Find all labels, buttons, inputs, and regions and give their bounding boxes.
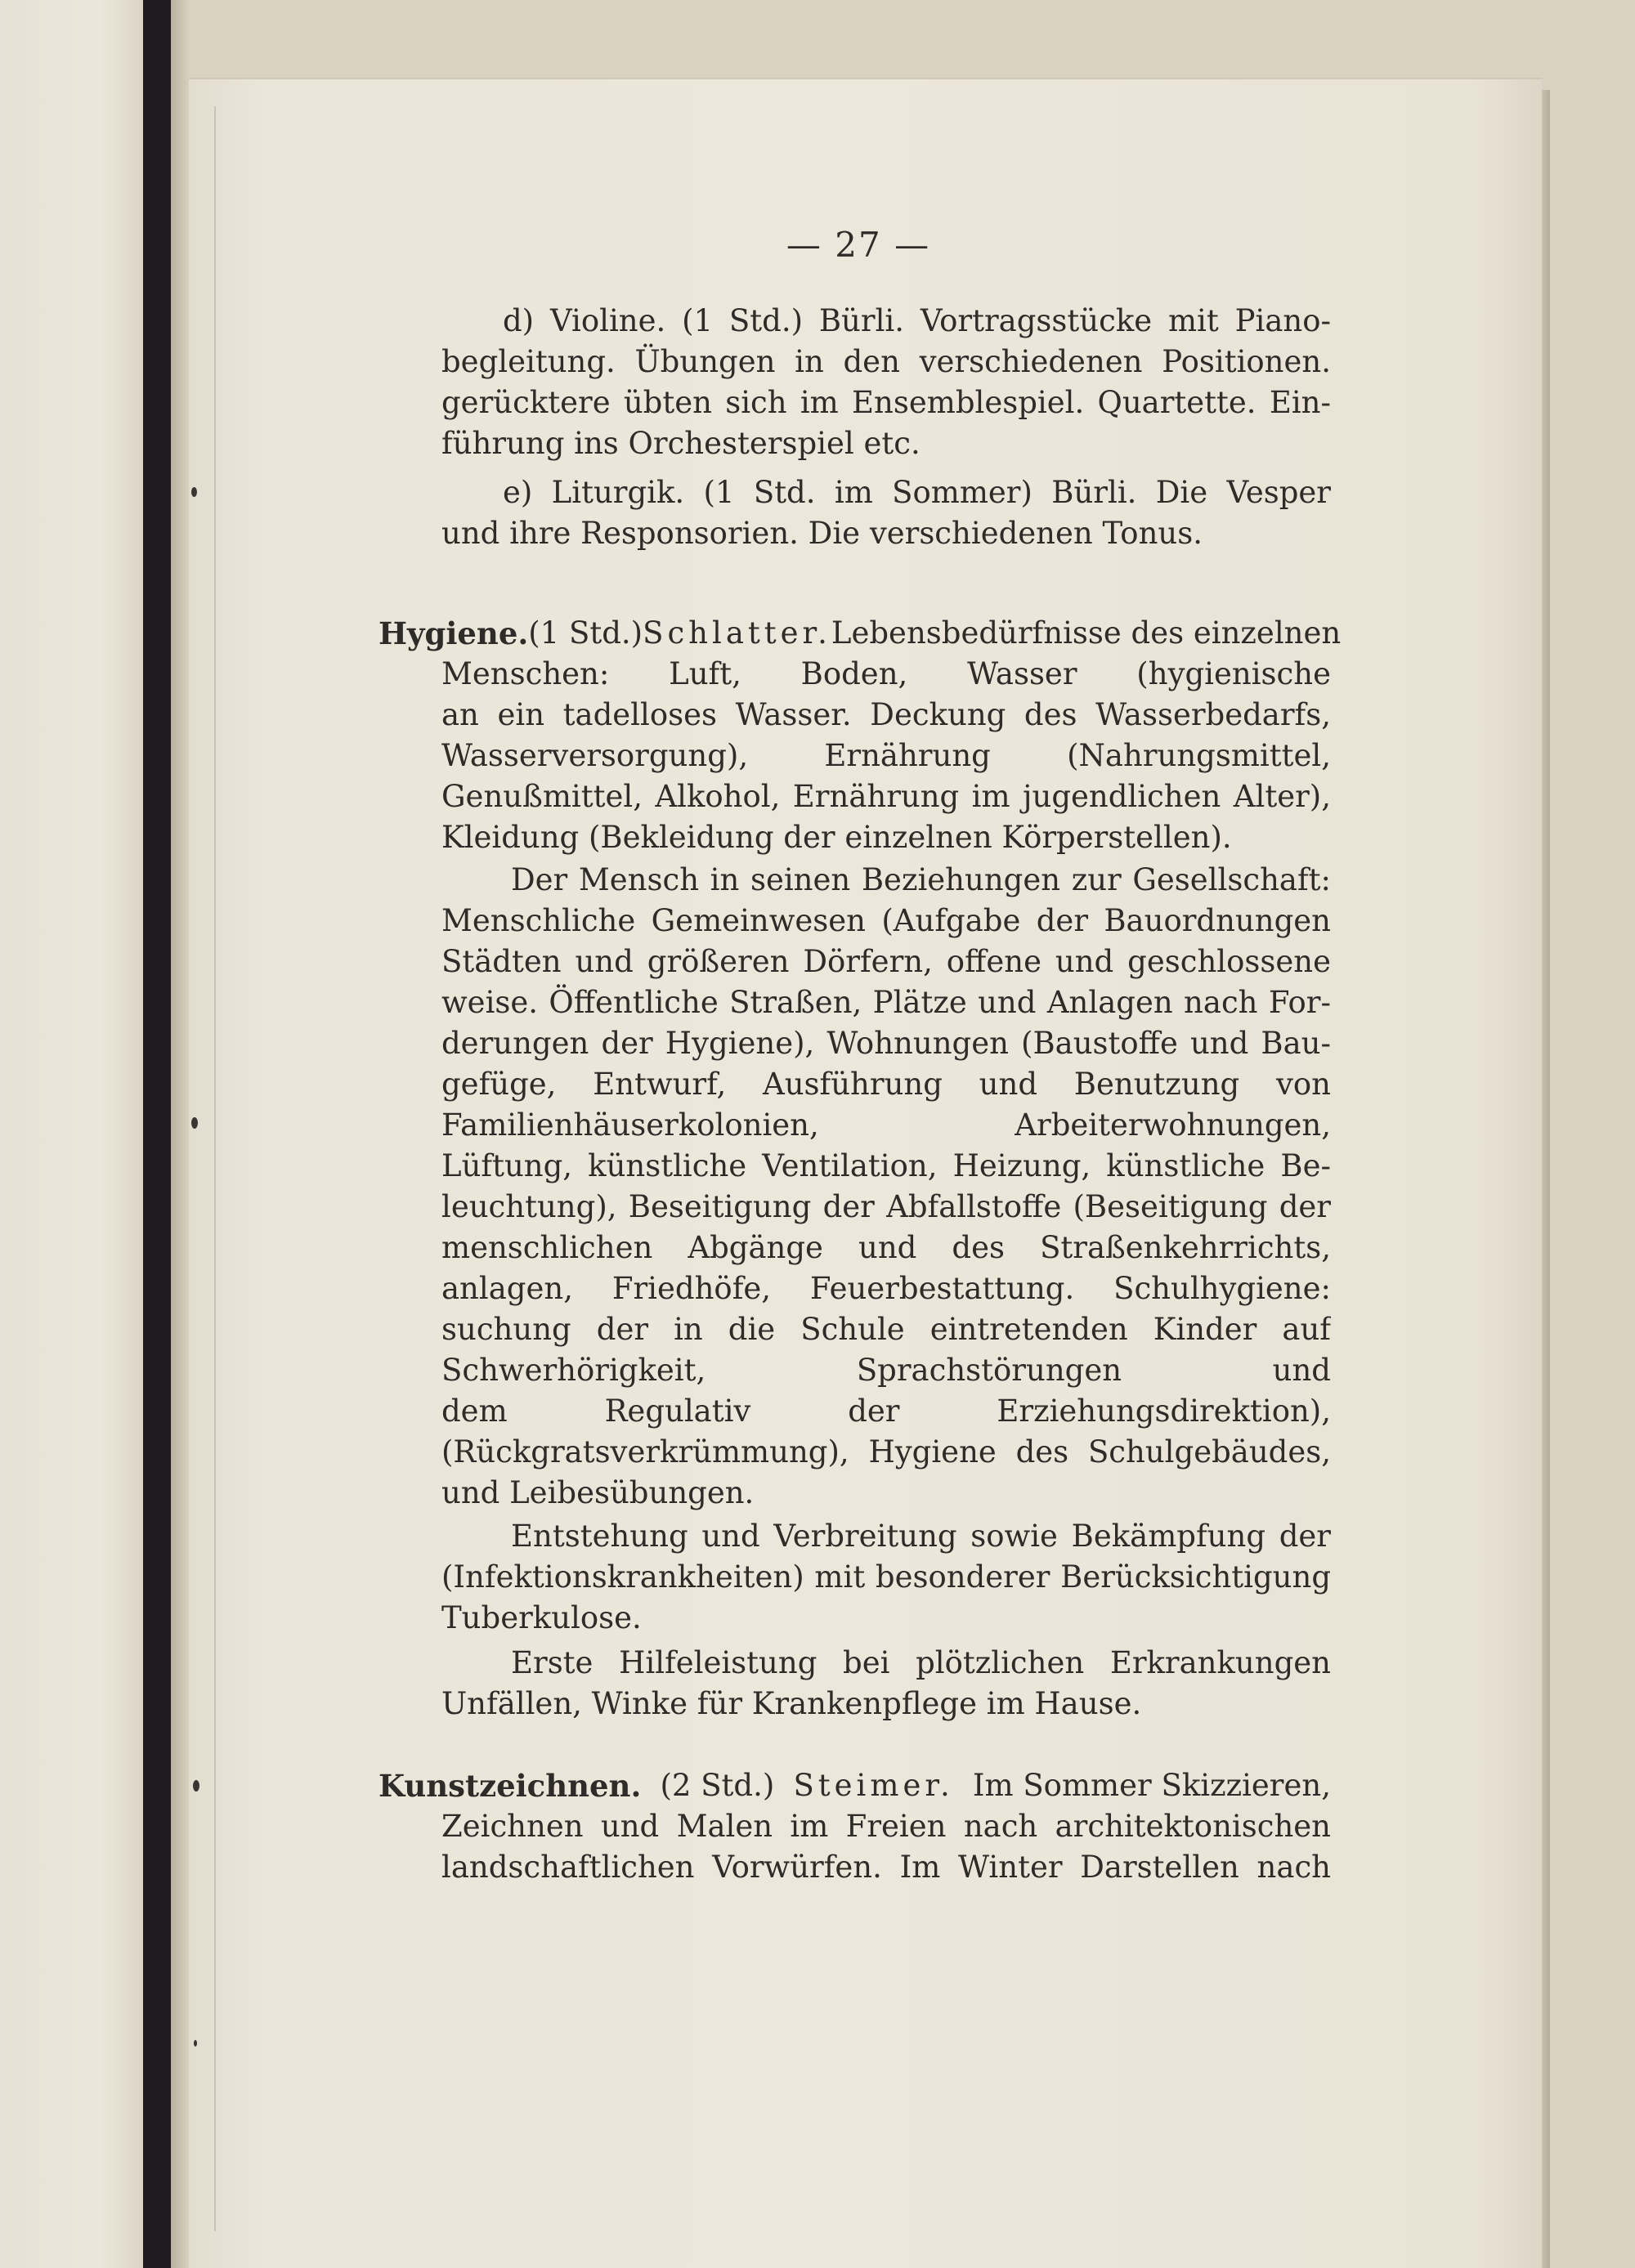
text-line: (Rückgratsverkrümmung), Hygiene des Schulgebäudes, [441,1434,1331,1470]
hours: (1 Std.) [528,615,643,651]
text-line: gerücktere übten sich im Ensemblespiel. Quartette. Ein- [441,385,1331,420]
text-line: führung ins Orchesterspiel etc. [441,426,921,461]
page-number: — 27 — [786,225,931,265]
text-line: an ein tadelloses Wasser. Deckung des Wasserbedarfs, [441,697,1331,732]
text-line: Menschliche Gemeinwesen (Aufgabe der Bauordnungen [441,903,1331,938]
text-line: Der Mensch in seinen Beziehungen zur Gesellschaft: [511,862,1331,897]
text-line: suchung der in die Schule eintretenden Kinder auf [441,1312,1331,1347]
text-line: Städten und größeren Dörfern, offene und geschlossene [441,944,1331,979]
hygiene-heading-line [379,613,1342,654]
text-line: Schwerhörigkeit, Sprachstörungen und [441,1353,1331,1388]
text-line: derungen der Hygiene), Wohnungen (Baustoffe und Bau- [441,1026,1331,1061]
text-line: dem Regulativ der Erziehungsdirektion), [441,1393,1331,1429]
text-line: gefüge, Entwurf, Ausführung und Benutzung von [441,1067,1331,1102]
text-line: Familienhäuserkolonien, Arbeiterwohnungen, [441,1107,1331,1143]
text-line: e) Liturgik. (1 Std. im Sommer) Bürli. Die Vesper [503,475,1331,510]
teacher-name: Steimer. [793,1768,954,1803]
text-line: Wasserversorgung), Ernährung (Nahrungsmittel, [441,738,1331,773]
hours: (2 Std.) [660,1768,775,1803]
text-line: anlagen, Friedhöfe, Feuerbestattung. Schulhygiene: [441,1271,1331,1306]
text-line: und Leibesübungen. [441,1475,755,1510]
text-fragment: Lebensbedürfnisse des einzelnen [831,615,1342,651]
text-line: Entstehung und Verbreitung sowie Bekämpfung der [511,1519,1331,1554]
text-line: (Infektionskrankheiten) mit besonderer Berücksichtigung [441,1559,1331,1595]
text-line: Tuberkulose. [441,1600,642,1635]
text-line: Menschen: Luft, Boden, Wasser (hygienische [441,656,1331,691]
text-line: Genußmittel, Alkohol, Ernährung im jugendlichen Alter), [441,779,1331,814]
text-line: menschlichen Abgänge und des Straßenkehrrichts, [441,1230,1331,1265]
text-line: landschaftlichen Vorwürfen. Im Winter Darstellen nach [441,1850,1331,1885]
teacher-name: Schlatter. [643,615,831,651]
text-line: Erste Hilfeleistung bei plötzlichen Erkrankungen [511,1645,1331,1680]
kunstzeichnen-heading-line [379,1765,1331,1806]
text-line: und ihre Responsorien. Die verschiedenen Tonus. [441,516,1203,551]
text-line: d) Violine. (1 Std.) Bürli. Vortragsstücke mit Piano- [503,303,1331,338]
text-line: leuchtung), Beseitigung der Abfallstoffe (Beseitigung der [441,1189,1331,1224]
text-line: begleitung. Übungen in den verschiedenen Positionen. [441,344,1331,379]
text-fragment: Im Sommer Skizzieren, [972,1768,1331,1803]
section-heading-kunstzeichnen: Kunstzeichnen. [379,1768,642,1804]
text-line: Kleidung (Bekleidung der einzelnen Körperstellen). [441,820,1232,855]
section-heading-hygiene: Hygiene. [379,615,529,651]
text-line: Zeichnen und Malen im Freien nach architektonischen [441,1809,1331,1844]
text-line: Unfällen, Winke für Krankenpflege im Hause. [441,1686,1142,1721]
text-line: weise. Öffentliche Straßen, Plätze und Anlagen nach For- [441,985,1331,1020]
text-line: Lüftung, künstliche Ventilation, Heizung, künstliche Be- [441,1148,1331,1183]
